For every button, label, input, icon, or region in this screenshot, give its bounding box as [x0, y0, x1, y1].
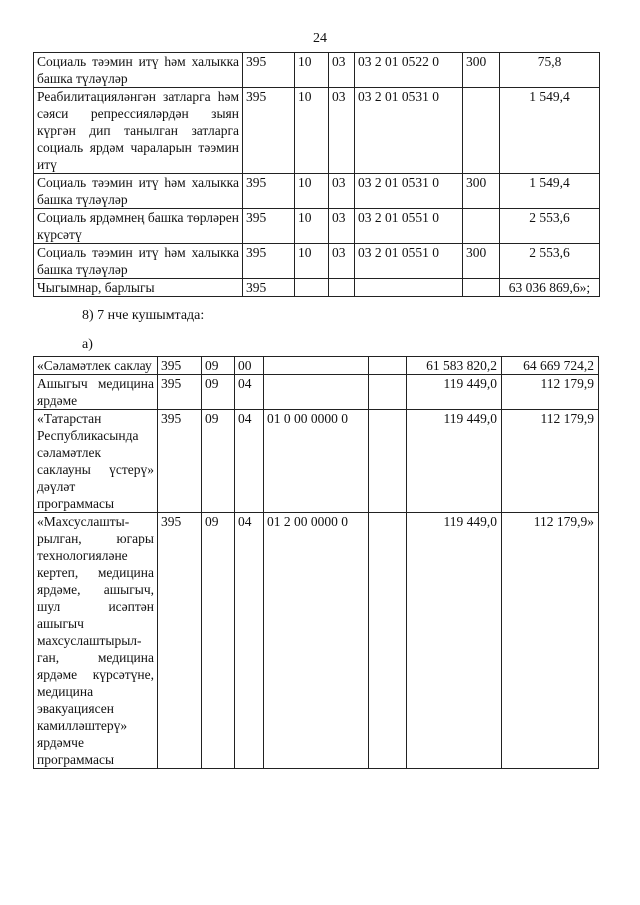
table-row	[34, 209, 600, 244]
target-article-code: 01 0 00 0000 0	[264, 410, 369, 513]
target-article-code: 03 2 01 0531 0	[355, 174, 463, 209]
page-number: 24	[313, 31, 327, 46]
ministry-code: 395	[158, 375, 202, 410]
expense-type-code	[369, 513, 407, 769]
section-code: 09	[202, 357, 235, 375]
amount-year-2: 112 179,9	[502, 375, 599, 410]
target-article-code	[355, 279, 463, 297]
section-code	[295, 279, 329, 297]
section-code: 10	[295, 53, 329, 88]
row-name: «Татарстан Республикасында сәламәтлек саклауны үстерү» дәүләт программасы	[34, 410, 158, 513]
target-article-code: 03 2 01 0522 0	[355, 53, 463, 88]
section-code: 10	[295, 88, 329, 174]
amount-year-2: 64 669 724,2	[502, 357, 599, 375]
amount: 2 553,6	[500, 244, 600, 279]
expense-type-code	[369, 375, 407, 410]
expense-type-code	[463, 88, 500, 174]
section-code: 09	[202, 513, 235, 769]
expense-type-code: 300	[463, 244, 500, 279]
amount-year-2: 112 179,9	[502, 410, 599, 513]
table-row	[34, 357, 599, 375]
target-article-code: 03 2 01 0531 0	[355, 88, 463, 174]
target-article-code: 03 2 01 0551 0	[355, 209, 463, 244]
amount: 2 553,6	[500, 209, 600, 244]
row-name: Социаль ярдәмнең башка төрләрен күрсәтү	[34, 209, 243, 244]
subsection-code	[329, 279, 355, 297]
ministry-code: 395	[243, 53, 295, 88]
row-name: Реабилитацияләнгән затларга һәм сәяси репрессияләрдән зыян күргән дип танылган затларга социаль ярдәм чараларын тәэмин итү	[34, 88, 243, 174]
table-row	[34, 513, 599, 769]
ministry-code: 395	[243, 209, 295, 244]
section-code: 10	[295, 209, 329, 244]
ministry-code: 395	[158, 357, 202, 375]
subsection-code: 03	[329, 53, 355, 88]
table-row	[34, 53, 600, 88]
expense-type-code	[463, 279, 500, 297]
expenses-table	[33, 52, 600, 297]
expense-type-code: 300	[463, 174, 500, 209]
amount-year-1: 119 449,0	[407, 375, 502, 410]
expense-type-code	[463, 209, 500, 244]
expense-type-code	[369, 357, 407, 375]
target-article-code: 03 2 01 0551 0	[355, 244, 463, 279]
ministry-code: 395	[158, 410, 202, 513]
expense-type-code	[369, 410, 407, 513]
total-row	[34, 279, 600, 297]
section-code: 10	[295, 174, 329, 209]
amount: 75,8	[500, 53, 600, 88]
subsection-code: 04	[235, 375, 264, 410]
row-name: Социаль тәэмин итү һәм халыкка башка түләүләр	[34, 53, 243, 88]
amount: 1 549,4	[500, 174, 600, 209]
table-row	[34, 174, 600, 209]
ministry-code: 395	[158, 513, 202, 769]
subparagraph-label: а)	[82, 337, 93, 352]
table-row	[34, 88, 600, 174]
ministry-code: 395	[243, 174, 295, 209]
appendix-table	[33, 356, 599, 769]
section-code: 10	[295, 244, 329, 279]
expense-type-code: 300	[463, 53, 500, 88]
amount-year-1: 119 449,0	[407, 410, 502, 513]
section-code: 09	[202, 375, 235, 410]
row-name: «Сәламәтлек саклау	[34, 357, 158, 375]
table-row	[34, 375, 599, 410]
ministry-code: 395	[243, 279, 295, 297]
row-name: Социаль тәэмин итү һәм халыкка башка түләүләр	[34, 244, 243, 279]
target-article-code: 01 2 00 0000 0	[264, 513, 369, 769]
target-article-code	[264, 357, 369, 375]
subsection-code: 03	[329, 244, 355, 279]
total-label: Чыгымнар, барлыгы	[34, 279, 243, 297]
paragraph-heading: 8) 7 нче кушымтада:	[82, 308, 205, 323]
subsection-code: 00	[235, 357, 264, 375]
subsection-code: 03	[329, 209, 355, 244]
ministry-code: 395	[243, 244, 295, 279]
section-code: 09	[202, 410, 235, 513]
subsection-code: 03	[329, 174, 355, 209]
amount: 1 549,4	[500, 88, 600, 174]
subsection-code: 04	[235, 410, 264, 513]
amount-year-1: 119 449,0	[407, 513, 502, 769]
ministry-code: 395	[243, 88, 295, 174]
row-name: Ашыгыч медицина ярдәме	[34, 375, 158, 410]
total-amount: 63 036 869,6»;	[500, 279, 600, 297]
subsection-code: 03	[329, 88, 355, 174]
row-name: Социаль тәэмин итү һәм халыкка башка түләүләр	[34, 174, 243, 209]
row-name: «Махсуслаштырылган, югары технологияләне кертеп, медицина ярдәме, ашыгыч, шул исәптән ашыгыч махсуслаштырылган, медицина ярдәме күрсәтүне, медицина эвакуациясен камилләштерү» ярдәмче программасы	[34, 513, 158, 769]
amount-year-2: 112 179,9»	[502, 513, 599, 769]
amount-year-1: 61 583 820,2	[407, 357, 502, 375]
subsection-code: 04	[235, 513, 264, 769]
table-row	[34, 244, 600, 279]
table-row	[34, 410, 599, 513]
target-article-code	[264, 375, 369, 410]
